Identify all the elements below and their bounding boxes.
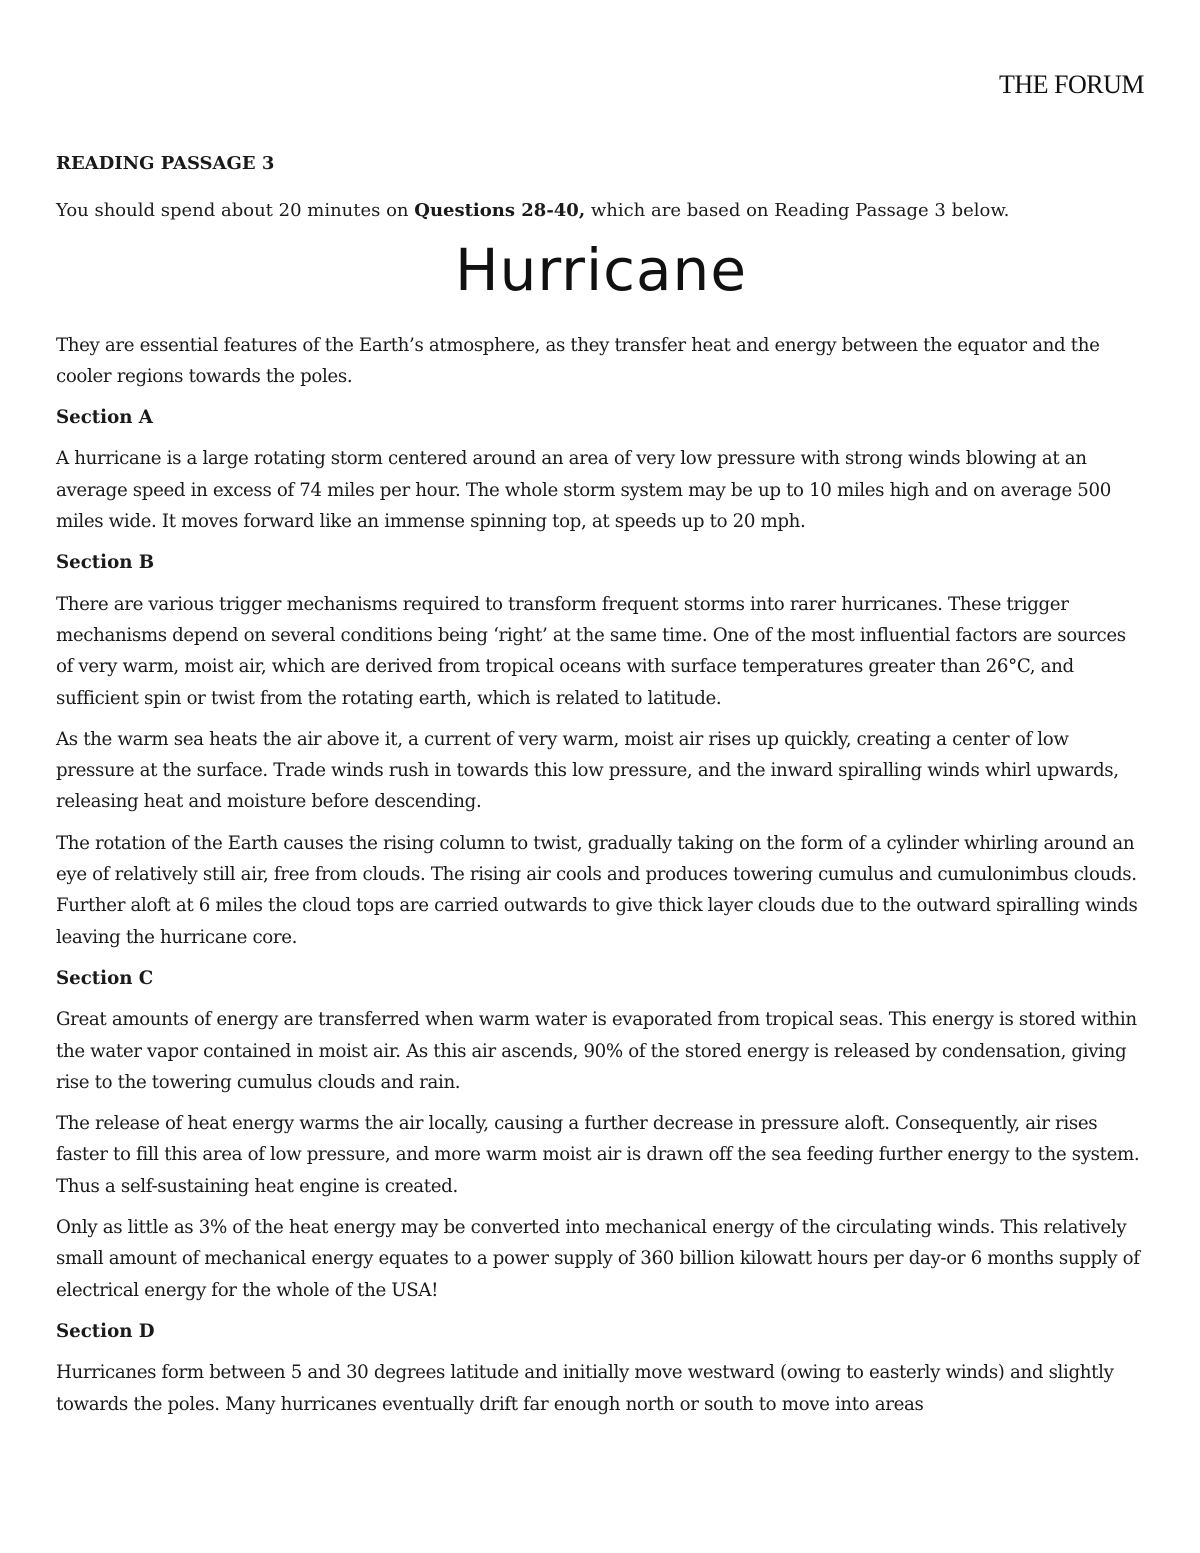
document-content (56, 150, 1146, 1430)
intro-questions-range: Questions 28-40, (414, 199, 586, 221)
section-d-paragraph-1: Hurricanes form between 5 and 30 degrees latitude and initially move westward (owing to easterly winds) and slightly towards the poles. Many hurricanes eventually drift far enough north or south to move into areas (56, 1362, 1114, 1415)
section-b-paragraph-1: There are various trigger mechanisms required to transform frequent storms into rarer hurricanes. These trigger mechanisms depend on several conditions being ‘right’ at the same time. One of the most influential factors are sources of very warm, moist air, which are derived from tropical oceans with surface temperatures greater than 26°C, and sufficient spin or twist from the rotating earth, which is related to latitude. (56, 593, 1126, 709)
section-b-paragraph-3: The rotation of the Earth causes the rising column to twist, gradually taking on the form of a cylinder whirling around an eye of relatively still air, free from clouds. The rising air cools and produces towering cumulus and cumulonimbus clouds. Further aloft at 6 miles the cloud tops are carried outwards to give thick layer clouds due to the outward spiralling winds leaving the hurricane core. (56, 832, 1138, 948)
section-heading-a: Section A (56, 407, 153, 429)
passage-heading: READING PASSAGE 3 (56, 153, 275, 174)
section-a-paragraph-1: A hurricane is a large rotating storm centered around an area of very low pressure with strong winds blowing at an average speed in excess of 74 miles per hour. The whole storm system may be up to 10 miles high and on average 500 miles wide. It moves forward like an immense spinning top, at speeds up to 20 mph. (56, 448, 1111, 533)
opening-paragraph: They are essential features of the Earth’s atmosphere, as they transfer heat and energy between the equator and the cooler regions towards the poles. (56, 334, 1100, 387)
section-heading-b: Section B (56, 552, 155, 574)
intro-text-before: You should spend about 20 minutes on (56, 199, 415, 221)
section-c-paragraph-2: The release of heat energy warms the air locally, causing a further decrease in pressure aloft. Consequently, air rises faster to fill this area of low pressure, and more warm moist air is drawn off the sea feeding further energy to the system. Thus a self-sustaining heat engine is created. (56, 1113, 1140, 1197)
section-heading-c: Section C (56, 967, 154, 989)
intro-text-after: which are based on Reading Passage 3 below. (585, 199, 1010, 221)
section-c-paragraph-3: Only as little as 3% of the heat energy may be converted into mechanical energy of the circulating winds. This relatively small amount of mechanical energy equates to a power supply of 360 billion kilowatt hours per day-or 6 months supply of electrical energy for the whole of the USA! (56, 1217, 1140, 1301)
header-label: THE FORUM (998, 70, 1144, 99)
document-title: Hurricane (454, 235, 748, 304)
section-b-paragraph-2: As the warm sea heats the air above it, a current of very warm, moist air rises up quickly, creating a center of low pressure at the surface. Trade winds rush in towards this low pressure, and the inward spiralling winds whirl upwards, releasing heat and moisture before descending. (56, 728, 1119, 813)
section-c-paragraph-1: Great amounts of energy are transferred when warm water is evaporated from tropical seas. This energy is stored within the water vapor contained in moist air. As this air ascends, 90% of the stored energy is released by condensation, giving rise to the towering cumulus clouds and rain. (56, 1009, 1137, 1093)
passage-intro (56, 197, 1146, 226)
section-heading-d: Section D (56, 1320, 155, 1342)
